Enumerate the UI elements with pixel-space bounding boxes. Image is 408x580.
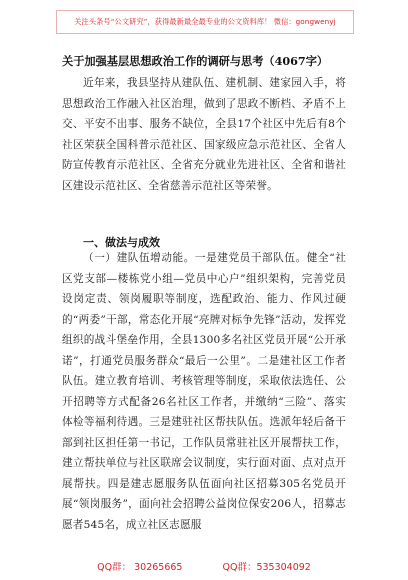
banner-text: 关注头条号“公文研究”，获得最新最全最专业的公文资料库！ 微信：gongwenyj <box>74 17 336 26</box>
document-title: 关于加强基层思想政治工作的调研与思考（4067字） <box>62 54 329 68</box>
footer-qq-group-2: QQ群：535304092 <box>222 562 311 573</box>
footer-bar <box>0 557 408 575</box>
intro-paragraph: 近年来，我县坚持从建队伍、建机制、建家园入手，将思想政治工作融入社区治理，做到了思政不断档、矛盾不上交、平安不出事、服务不缺位，全县17个社区中先后有8个社区荣获全国科普示范社区、国家级应急示范社区、全省人防宣传教育示范社区、全省充分就业先进社区、全省和谐社区建设示范社区、全省慈善示范社区等荣誉。 <box>62 77 346 192</box>
header-banner <box>56 10 354 34</box>
footer-qq-group-1: QQ群： 30265665 <box>97 562 183 573</box>
section-heading: 一、做法与成效 <box>83 236 160 249</box>
section-body-paragraph: （一）建队伍增动能。一是建党员干部队伍。健全“社区党支部—楼栋党小组—党员中心户”组织架构，完善党员设岗定责、领岗履职等制度，选配政治、能力、作风过硬的“两委”干部，常态化开展“亮牌对标争先锋”活动，发挥党组织的战斗堡垒作用，全县1300多名社区党员开展“公开承诺”，打通党员服务群众“最后一公里”。二是建社区工作者队伍。建立教育培训、考核管理等制度，采取依法选任、公开招聘等方式配备26名社区工作者，并缴纳“三险”、落实体检等福利待遇。三是建驻社区帮扶队伍。选派年轻后备干部到社区担任第一书记，工作队员常驻社区开展帮扶工作，建立帮扶单位与社区联席会议制度，实行面对面、点对点开展帮扶。四是建志愿服务队伍面向社区招募305名党员开展“领岗服务”，面向社会招聘公益岗位保安206人，招募志愿者545名，成立社区志愿服 <box>62 252 346 531</box>
